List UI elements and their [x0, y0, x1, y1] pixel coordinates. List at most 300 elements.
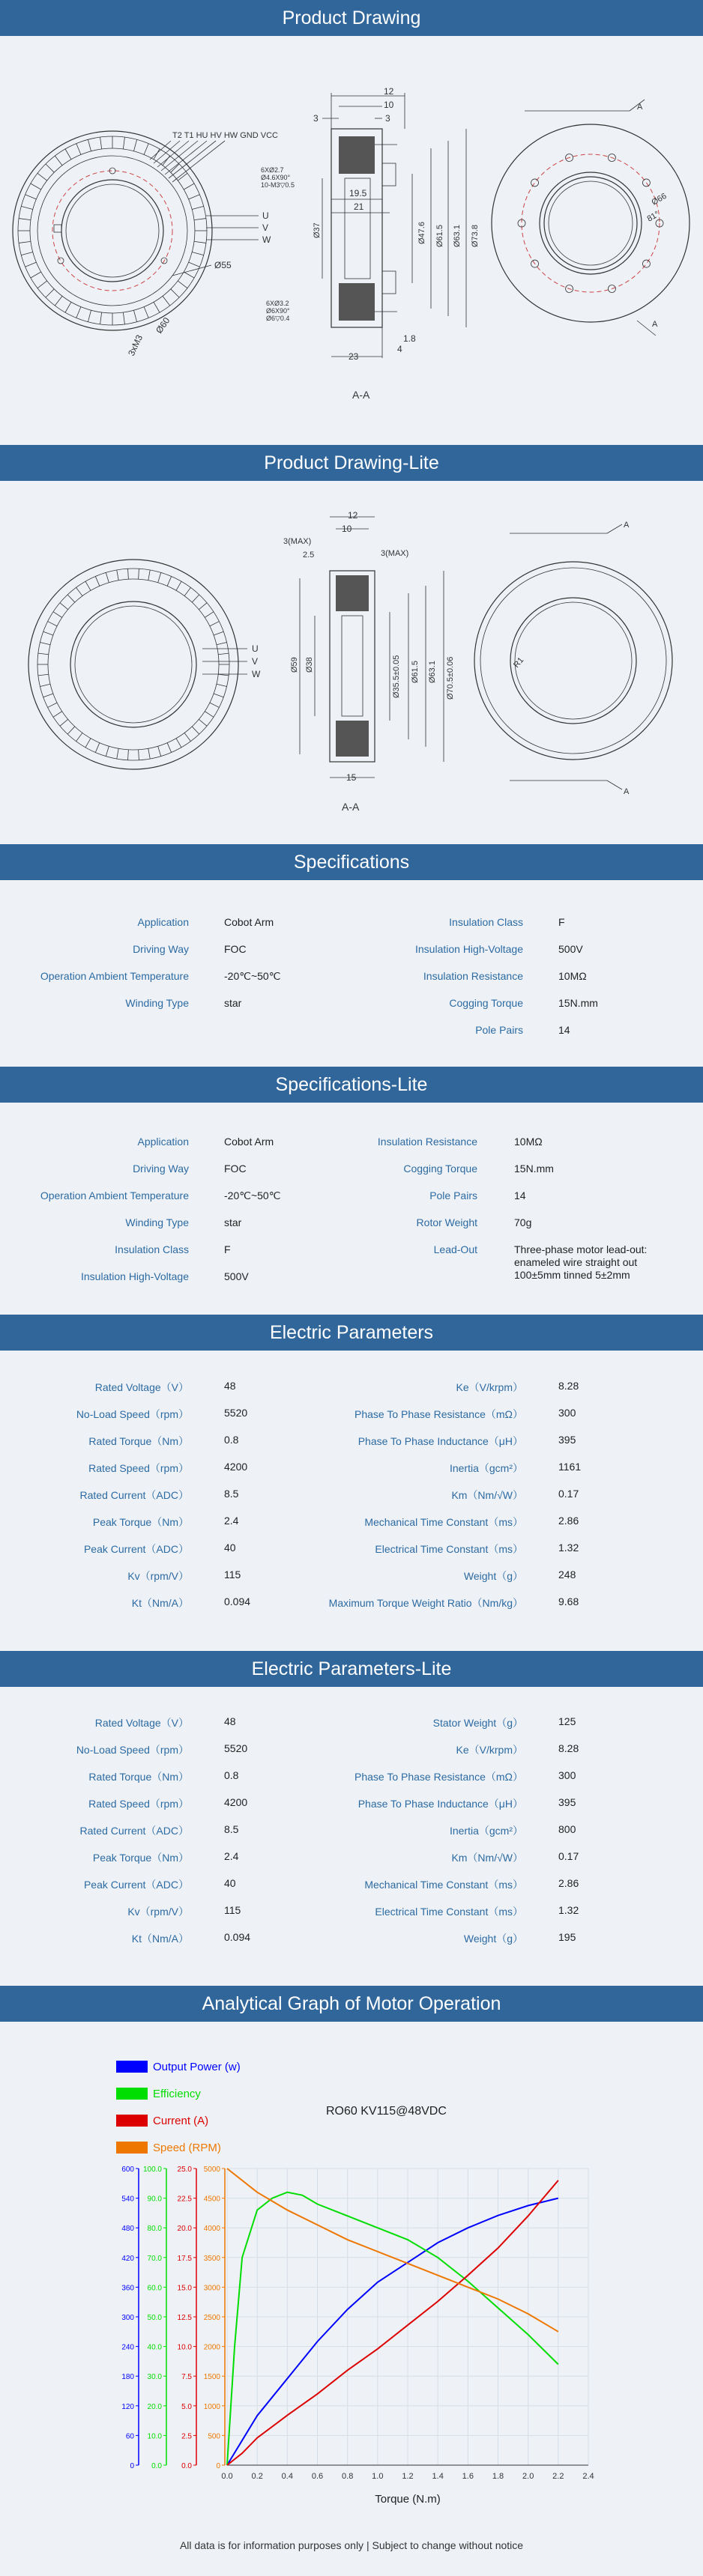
tooth-line	[123, 137, 124, 149]
dim-d61: Ø61.5	[435, 225, 444, 247]
tooth-line	[76, 144, 81, 155]
tooth-line	[43, 631, 53, 635]
tooth-line	[176, 739, 181, 748]
section-mark-top: A	[637, 103, 643, 112]
dim-d73: Ø73.8	[471, 225, 480, 247]
note-6-04: Ø6▽0.4	[266, 315, 290, 322]
y-tick-label: 500	[208, 2432, 220, 2441]
series-line	[227, 2169, 558, 2332]
y-tick-label: 120	[121, 2402, 134, 2411]
tooth-line	[85, 581, 91, 590]
spec-label: Peak Current（ADC）	[83, 1543, 189, 1555]
section-label: A-A	[352, 389, 370, 401]
y-tick-label: 180	[121, 2373, 134, 2382]
spec-value: 4200	[224, 1796, 248, 1808]
spec-label: Mechanical Time Constant（ms）	[364, 1516, 523, 1528]
tooth-line	[205, 612, 214, 618]
tooth-line	[184, 184, 194, 190]
tooth-line	[40, 684, 50, 686]
section-header-specifications-lite: Specifications-Lite	[0, 1067, 703, 1103]
dim-d37: Ø37	[313, 222, 322, 238]
x-tick-label: 0.0	[221, 2472, 233, 2481]
dim-d61-lite: Ø61.5	[411, 661, 420, 683]
tooth-line	[25, 195, 37, 199]
spec-label: Ke（V/krpm）	[456, 1381, 523, 1393]
dim-3-right: 3	[385, 113, 390, 124]
spec-label: Cogging Torque	[449, 997, 523, 1009]
tooth-line	[192, 252, 203, 255]
dim-d38: Ø38	[305, 657, 314, 673]
tooth-line	[100, 137, 102, 149]
product-drawing-lite	[0, 481, 703, 844]
tooth-line	[214, 631, 223, 635]
spec-label: Phase To Phase Inductance（μH）	[357, 1435, 523, 1447]
y-tick-label: 20.0	[177, 2225, 192, 2234]
x-tick-label: 0.8	[342, 2472, 354, 2481]
spec-label: Driving Way	[133, 943, 189, 955]
tooth-line	[194, 219, 206, 220]
rear-view-lite	[474, 521, 672, 796]
spec-value: 40	[224, 1877, 236, 1889]
tooth-line	[88, 310, 91, 321]
dim-d66: Ø66	[650, 191, 669, 207]
y-tick-label: 3500	[203, 2254, 220, 2263]
spec-label: Kt（Nm/A）	[131, 1597, 189, 1609]
dim-angle: 81°	[645, 209, 661, 224]
tooth-line	[117, 748, 118, 759]
tooth-line	[106, 572, 109, 582]
spec-value: 40	[224, 1542, 236, 1554]
spec-label: Lead-Out	[433, 1243, 477, 1255]
spec-value: 2.86	[558, 1515, 579, 1527]
section-view	[313, 86, 480, 401]
spec-value: FOC	[224, 943, 247, 955]
spec-label: Insulation Resistance	[377, 1136, 477, 1148]
y-tick-label: 240	[121, 2343, 134, 2352]
holes-label: 3xM3	[126, 333, 145, 358]
y-tick-label: 5000	[203, 2166, 220, 2174]
spec-label: Winding Type	[125, 997, 189, 1009]
stator-teeth	[18, 136, 207, 325]
tooth-line	[133, 139, 136, 151]
spec-label: Weight（g）	[463, 1570, 523, 1582]
tooth-line	[167, 743, 172, 753]
spec-value: -20℃~50℃	[224, 1189, 281, 1201]
y-tick-label: 540	[121, 2195, 134, 2204]
spec-label: Insulation Class	[449, 916, 523, 928]
x-tick-label: 1.0	[372, 2472, 384, 2481]
tooth-line	[55, 296, 62, 306]
y-tick-label: 12.5	[177, 2314, 192, 2322]
tooth-line	[184, 733, 190, 741]
x-tick-label: 2.4	[582, 2472, 594, 2481]
spec-value: 395	[558, 1434, 576, 1446]
spec-label: Weight（g）	[463, 1933, 523, 1945]
spec-label: Rotor Weight	[416, 1216, 477, 1228]
dim-12: 12	[384, 86, 394, 97]
spec-label: Phase To Phase Inductance（μH）	[357, 1798, 523, 1810]
spec-value: enameled wire straight out	[514, 1256, 638, 1268]
tooth-line	[76, 733, 82, 741]
y-tick-label: 2500	[203, 2314, 220, 2322]
spec-value: 14	[558, 1024, 570, 1036]
spec-value: 15N.mm	[514, 1163, 554, 1175]
spec-value: 115	[224, 1904, 241, 1916]
y-tick-label: 0	[216, 2462, 220, 2470]
spec-value: star	[224, 1216, 242, 1228]
note-6x32: 6XØ3.2	[266, 300, 289, 307]
tooth-line	[192, 727, 199, 734]
spec-value: 1.32	[558, 1542, 579, 1554]
tooth-line	[148, 748, 150, 759]
tooth-line	[158, 572, 161, 582]
spec-value: -20℃~50℃	[224, 970, 281, 982]
motor-operation-chart	[0, 2022, 703, 2516]
tooth-line	[148, 570, 150, 581]
front-view	[13, 131, 295, 357]
dim-d63-lite: Ø63.1	[428, 661, 437, 683]
spec-value: 8.28	[558, 1742, 579, 1754]
y-tick-label: 4500	[203, 2195, 220, 2204]
y-tick-label: 30.0	[147, 2373, 162, 2382]
tooth-line	[192, 206, 203, 209]
spec-value: 2.4	[224, 1515, 239, 1527]
y-tick-label: 15.0	[177, 2284, 192, 2293]
tooth-line	[144, 307, 148, 318]
legend-swatch	[116, 2115, 148, 2127]
y-tick-label: 300	[121, 2314, 134, 2322]
specifications-panel	[0, 880, 703, 1067]
spec-label: Peak Current（ADC）	[83, 1879, 189, 1891]
spec-label: Application	[137, 1136, 189, 1148]
spec-label: Kt（Nm/A）	[131, 1933, 189, 1945]
tooth-line	[158, 746, 161, 756]
tooth-line	[85, 739, 91, 748]
spec-value: 70g	[514, 1216, 532, 1228]
spec-label: Insulation Class	[115, 1243, 189, 1255]
section-header-electric: Electric Parameters	[0, 1315, 703, 1351]
section-header-drawing: Product Drawing	[0, 0, 703, 36]
tooth-line	[217, 642, 227, 644]
tooth-line	[199, 603, 207, 610]
y-tick-label: 10.0	[147, 2432, 162, 2441]
phase-u-label-lite: U	[252, 643, 259, 654]
spec-label: Phase To Phase Resistance（mΩ）	[354, 1771, 523, 1783]
y-tick-label: 60.0	[147, 2284, 162, 2293]
y-tick-label: 25.0	[177, 2166, 192, 2174]
legend-label: Efficiency	[153, 2088, 201, 2100]
spec-value: 48	[224, 1715, 236, 1727]
y-tick-label: 17.5	[177, 2254, 192, 2263]
y-tick-label: 1000	[203, 2402, 220, 2411]
spec-value: 9.68	[558, 1595, 579, 1607]
spec-value: 0.094	[224, 1595, 251, 1607]
spec-label: Electrical Time Constant（ms）	[375, 1906, 523, 1918]
tooth-line	[37, 173, 47, 181]
spec-label: Rated Current（ADC）	[79, 1489, 189, 1501]
x-tick-label: 2.2	[552, 2472, 564, 2481]
spec-value: 48	[224, 1380, 236, 1392]
dim-d35: Ø35.5±0.05	[392, 655, 401, 698]
dim-3max-left: 3(MAX)	[283, 537, 312, 546]
y-tick-label: 80.0	[147, 2225, 162, 2234]
legend-swatch	[116, 2142, 148, 2154]
tooth-line	[53, 612, 62, 618]
spec-value: 2.86	[558, 1877, 579, 1889]
spec-label: Inertia（gcm²）	[449, 1462, 523, 1474]
dim-2-5-lite: 2.5	[303, 551, 315, 560]
tooth-line	[154, 302, 160, 312]
note-10m3: 10-M3▽0.5	[261, 181, 295, 189]
y-tick-label: 40.0	[147, 2343, 162, 2352]
note-6x27: 6XØ2.7	[261, 166, 284, 174]
tooth-line	[48, 703, 58, 707]
phase-u-label: U	[262, 210, 269, 221]
tooth-line	[163, 296, 170, 306]
product-drawing	[0, 36, 703, 445]
tooth-line	[19, 241, 31, 243]
spec-value: 1.32	[558, 1904, 579, 1916]
x-tick-label: 0.6	[311, 2472, 324, 2481]
spec-value: 300	[558, 1407, 576, 1419]
series-line	[227, 2198, 558, 2465]
y-tick-label: 3000	[203, 2284, 220, 2293]
dim-19-5: 19.5	[349, 188, 367, 198]
tooth-line	[205, 712, 214, 718]
phase-w-label-lite: W	[252, 669, 261, 679]
x-tick-label: 1.8	[492, 2472, 504, 2481]
rear-hole	[642, 179, 650, 187]
spec-label: Stator Weight（g）	[432, 1717, 523, 1729]
section-mark-bottom-lite: A	[624, 787, 630, 796]
spec-label: Peak Torque（Nm）	[92, 1516, 189, 1528]
tooth-line	[46, 289, 54, 297]
spec-label: Pole Pairs	[429, 1189, 477, 1201]
tooth-line	[133, 310, 136, 321]
spec-label: Peak Torque（Nm）	[92, 1852, 189, 1864]
tooth-line	[123, 312, 124, 324]
spec-value: Cobot Arm	[224, 916, 274, 928]
spec-value: 300	[558, 1769, 576, 1781]
dimension-60: Ø60	[153, 315, 172, 336]
tooth-line	[189, 262, 200, 267]
spec-label: Phase To Phase Resistance（mΩ）	[354, 1408, 523, 1420]
rear-hole	[531, 179, 539, 187]
spec-value: star	[224, 997, 242, 1009]
spec-label: Insulation High-Voltage	[81, 1270, 189, 1282]
tooth-line	[38, 653, 49, 655]
tooth-line	[25, 262, 37, 267]
spec-value: FOC	[224, 1163, 247, 1175]
tooth-line	[43, 694, 53, 697]
tooth-line	[37, 281, 47, 288]
note-6x90: Ø6X90°	[266, 307, 290, 315]
dim-r1: R1	[512, 655, 526, 670]
electric-panel	[0, 1351, 703, 1651]
y-tick-label: 7.5	[181, 2373, 192, 2382]
tooth-line	[95, 576, 100, 586]
spec-value: 10MΩ	[514, 1136, 543, 1148]
spec-value: F	[558, 916, 565, 928]
chart-panel	[0, 2022, 703, 2539]
tooth-line	[60, 603, 68, 610]
spec-label: Km（Nm/√W）	[451, 1489, 523, 1501]
spec-label: Winding Type	[125, 1216, 189, 1228]
tooth-line	[67, 727, 75, 734]
spec-label: Rated Voltage（V）	[94, 1381, 189, 1393]
rear-view	[492, 100, 690, 336]
dim-10-lite: 10	[342, 524, 352, 534]
tooth-line	[65, 149, 71, 160]
y-tick-label: 90.0	[147, 2195, 162, 2204]
tooth-line	[171, 289, 179, 297]
footer-disclaimer: All data is for information purposes only | Subject to change without notice	[179, 2539, 524, 2551]
y-tick-label: 600	[121, 2166, 134, 2174]
tooth-line	[100, 312, 102, 324]
y-tick-label: 10.0	[177, 2343, 192, 2352]
tooth-line	[21, 206, 32, 209]
dim-d63: Ø63.1	[453, 225, 462, 247]
spec-label: Ke（V/krpm）	[456, 1744, 523, 1756]
spec-label: Cogging Torque	[403, 1163, 477, 1175]
tooth-line	[176, 581, 181, 590]
tooth-line	[106, 746, 109, 756]
note-46x90: Ø4.6X90°	[261, 174, 291, 181]
tooth-line	[76, 587, 82, 595]
spec-label: Pole Pairs	[475, 1024, 523, 1036]
series-line	[227, 2192, 558, 2465]
tooth-line	[192, 595, 199, 602]
phase-w-label: W	[262, 234, 271, 245]
dim-d70: Ø70.5±0.06	[446, 656, 455, 700]
spec-label: Inertia（gcm²）	[449, 1825, 523, 1837]
stator-teeth-lite	[37, 569, 229, 760]
tooth-line	[210, 703, 220, 707]
dim-d59: Ø59	[290, 657, 299, 673]
specifications-lite-panel	[0, 1103, 703, 1315]
tooth-line	[189, 195, 200, 199]
section-header-drawing-lite: Product Drawing-Lite	[0, 445, 703, 481]
legend-label: Current (A)	[153, 2115, 209, 2127]
tooth-line	[144, 144, 148, 155]
dim-4: 4	[397, 344, 402, 354]
spec-value: 8.5	[224, 1823, 239, 1835]
dim-10: 10	[384, 100, 394, 110]
spec-value: 0.8	[224, 1434, 239, 1446]
tooth-line	[53, 712, 62, 718]
spec-label: Rated Speed（rpm）	[88, 1462, 189, 1474]
tooth-line	[55, 156, 62, 166]
y-tick-label: 60	[125, 2432, 134, 2441]
spec-value: 0.17	[558, 1850, 579, 1862]
tooth-line	[31, 184, 41, 190]
y-tick-label: 50.0	[147, 2314, 162, 2322]
tooth-line	[210, 622, 220, 626]
spec-value: Three-phase motor lead-out:	[514, 1243, 648, 1255]
section-mark-bottom: A	[652, 320, 658, 329]
y-tick-label: 5.0	[181, 2402, 192, 2411]
tooth-line	[154, 149, 160, 160]
electric-lite-panel	[0, 1687, 703, 1986]
dim-21: 21	[354, 201, 364, 212]
dim-3-left: 3	[313, 113, 319, 124]
dim-15-lite: 15	[346, 772, 357, 783]
spec-label: Operation Ambient Temperature	[40, 1189, 189, 1201]
spec-value: 5520	[224, 1742, 248, 1754]
spec-value: 195	[558, 1931, 576, 1943]
tooth-line	[31, 272, 41, 278]
spec-label: Maximum Torque Weight Ratio（Nm/kg）	[328, 1597, 523, 1609]
y-tick-label: 0.0	[181, 2462, 192, 2470]
x-tick-label: 2.0	[522, 2472, 534, 2481]
spec-label: No-Load Speed（rpm）	[76, 1744, 189, 1756]
spec-value: F	[224, 1243, 231, 1255]
legend-label: Speed (RPM)	[153, 2142, 221, 2154]
chart-title: RO60 KV115@48VDC	[326, 2105, 447, 2118]
section-mark-top-lite: A	[624, 521, 630, 530]
y-tick-label: 100.0	[142, 2166, 162, 2174]
y-tick-label: 22.5	[177, 2195, 192, 2204]
spec-label: Rated Current（ADC）	[79, 1825, 189, 1837]
tooth-line	[19, 219, 31, 220]
tooth-line	[76, 307, 81, 318]
phase-v-label: V	[262, 222, 269, 233]
spec-value: 500V	[224, 1270, 249, 1282]
spec-value: 115	[224, 1569, 241, 1581]
tooth-line	[217, 684, 227, 686]
tooth-line	[184, 272, 194, 278]
spec-value: 248	[558, 1569, 576, 1581]
spec-label: Rated Voltage（V）	[94, 1717, 189, 1729]
spec-label: Rated Torque（Nm）	[88, 1435, 189, 1447]
x-axis-title: Torque (N.m)	[375, 2493, 441, 2506]
spec-label: Mechanical Time Constant（ms）	[364, 1879, 523, 1891]
tooth-line	[178, 281, 187, 288]
y-tick-label: 2.5	[181, 2432, 192, 2441]
tooth-line	[117, 570, 118, 581]
spec-label: Kv（rpm/V）	[127, 1906, 189, 1918]
legend-swatch	[116, 2061, 148, 2073]
spec-value: 15N.mm	[558, 997, 598, 1009]
tooth-line	[40, 642, 50, 644]
section-header-graph: Analytical Graph of Motor Operation	[0, 1986, 703, 2022]
spec-value: 8.28	[558, 1380, 579, 1392]
y-tick-label: 1500	[203, 2373, 220, 2382]
y-tick-label: 4000	[203, 2225, 220, 2234]
legend-label: Output Power (w)	[153, 2061, 241, 2073]
spec-label: Km（Nm/√W）	[451, 1852, 523, 1864]
tooth-line	[218, 674, 229, 676]
dim-3max-right: 3(MAX)	[381, 549, 409, 558]
tooth-line	[184, 587, 190, 595]
wire-label: T2 T1 HU HV HW GND VCC	[172, 131, 278, 140]
spec-value: 14	[514, 1189, 526, 1201]
tooth-line	[167, 576, 172, 586]
y-tick-label: 2000	[203, 2343, 220, 2352]
spec-label: Driving Way	[133, 1163, 189, 1175]
tooth-line	[218, 653, 229, 655]
spec-value: 4200	[224, 1461, 248, 1473]
tooth-line	[21, 252, 32, 255]
tooth-line	[67, 595, 75, 602]
x-tick-label: 0.4	[281, 2472, 293, 2481]
front-view-lite	[28, 560, 261, 769]
x-tick-label: 1.6	[462, 2472, 474, 2481]
section-label-lite: A-A	[342, 801, 360, 813]
spec-value: 5520	[224, 1407, 248, 1419]
spec-value: 395	[558, 1796, 576, 1808]
x-tick-label: 0.2	[251, 2472, 263, 2481]
